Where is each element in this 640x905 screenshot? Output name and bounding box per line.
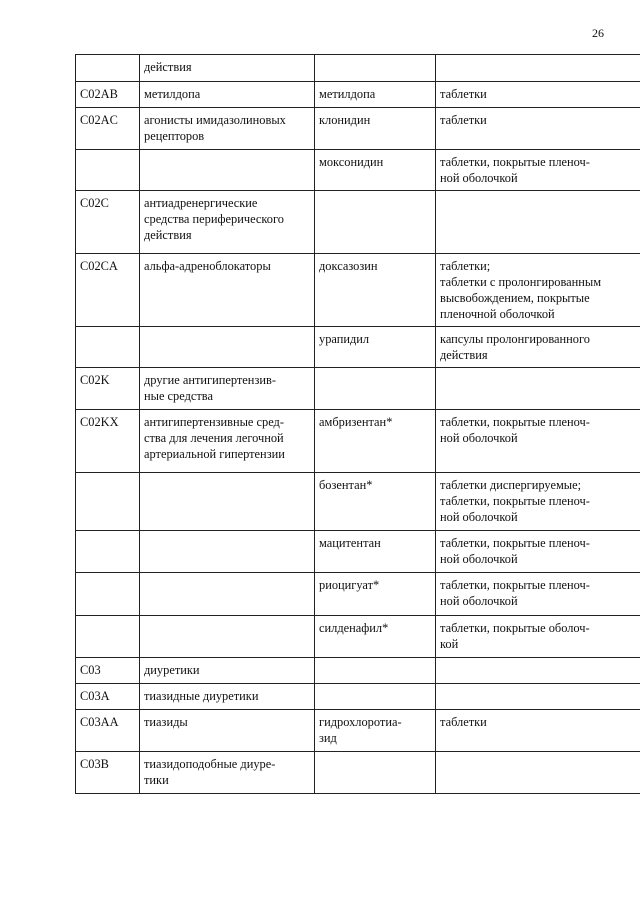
pharmacological-group-text: агонисты имидазолиновых рецепторов (144, 113, 286, 143)
drug-name-cell (315, 573, 436, 616)
pharmacological-group-text: метилдопа (144, 87, 201, 101)
pharmacological-group-text: тиазидоподобные диуре- тики (144, 757, 276, 787)
pharmacological-group-cell (140, 108, 315, 150)
pharmacological-group-text: другие антигипертензив- ные средства (144, 373, 276, 403)
pharmacological-group-cell (140, 752, 315, 794)
table-row (76, 684, 640, 710)
drug-name-cell (315, 616, 436, 658)
drug-name-cell (315, 191, 436, 254)
pharmacological-group-text: тиазиды (144, 715, 188, 729)
pharmacological-group-cell (140, 473, 315, 531)
pharmacological-group-cell (140, 150, 315, 191)
pharmacological-group-cell (140, 327, 315, 368)
atc-code-cell (76, 658, 140, 684)
drug-name-cell (315, 108, 436, 150)
dosage-form-text: таблетки; таблетки с пролонгированным высвобождением, покрытые пленочной оболочкой (440, 259, 602, 321)
drug-name-cell (315, 410, 436, 473)
drug-name-cell (315, 684, 436, 710)
pharmacological-group-cell (140, 658, 315, 684)
atc-code-text: C02CA (80, 259, 118, 273)
atc-code-text: C02AC (80, 113, 118, 127)
dosage-form-cell (436, 473, 640, 531)
table-row (76, 616, 640, 658)
dosage-form-cell (436, 531, 640, 573)
table-row (76, 658, 640, 684)
atc-code-text: C03AA (80, 715, 119, 729)
dosage-form-cell (436, 82, 640, 108)
atc-code-cell (76, 327, 140, 368)
dosage-form-cell (436, 410, 640, 473)
drug-name-cell (315, 531, 436, 573)
pharmacological-group-cell (140, 684, 315, 710)
pharmacological-group-cell (140, 82, 315, 108)
table-row (76, 82, 640, 108)
atc-code-cell (76, 752, 140, 794)
dosage-form-text: таблетки диспергируемые; таблетки, покрытые пленоч- ной оболочкой (440, 478, 590, 524)
drug-name-cell (315, 82, 436, 108)
dosage-form-cell (436, 658, 640, 684)
drug-name-cell (315, 473, 436, 531)
drug-name-cell (315, 327, 436, 368)
table-row (76, 327, 640, 368)
drug-name-text: доксазозин (319, 259, 378, 273)
atc-code-cell (76, 616, 140, 658)
dosage-form-cell (436, 616, 640, 658)
dosage-form-text: таблетки, покрытые пленоч- ной оболочкой (440, 415, 590, 445)
drug-name-cell (315, 150, 436, 191)
drug-name-cell (315, 368, 436, 410)
drug-name-text: метилдопа (319, 87, 376, 101)
drug-name-text: урапидил (319, 332, 370, 346)
table-row (76, 108, 640, 150)
atc-code-cell (76, 684, 140, 710)
pharmacological-group-text: альфа-адреноблокаторы (144, 259, 271, 273)
atc-code-text: C03 (80, 663, 101, 677)
page-number: 26 (592, 26, 604, 40)
dosage-form-cell (436, 752, 640, 794)
table-row (76, 368, 640, 410)
atc-code-cell (76, 531, 140, 573)
pharmacological-group-cell (140, 531, 315, 573)
atc-code-cell (76, 573, 140, 616)
table-row (76, 752, 640, 794)
dosage-form-text: капсулы пролонгированного действия (440, 332, 590, 362)
pharmacological-group-text: тиазидные диуретики (144, 689, 259, 703)
drug-table (75, 54, 640, 794)
atc-code-cell (76, 473, 140, 531)
atc-code-cell (76, 710, 140, 752)
dosage-form-cell (436, 108, 640, 150)
dosage-form-text: таблетки (440, 87, 487, 101)
table-row (76, 710, 640, 752)
atc-code-text: C02KX (80, 415, 119, 429)
atc-code-cell (76, 55, 140, 82)
atc-code-text: C02C (80, 196, 109, 210)
dosage-form-cell (436, 254, 640, 327)
pharmacological-group-text: антиадренергические средства периферического действия (144, 196, 284, 242)
pharmacological-group-text: действия (144, 60, 192, 74)
drug-name-text: мацитентан (319, 536, 381, 550)
pharmacological-group-cell (140, 368, 315, 410)
drug-name-text: моксонидин (319, 155, 384, 169)
atc-code-cell (76, 108, 140, 150)
drug-name-text: бозентан* (319, 478, 373, 492)
dosage-form-cell (436, 150, 640, 191)
atc-code-cell (76, 150, 140, 191)
pharmacological-group-cell (140, 254, 315, 327)
drug-name-text: амбризентан* (319, 415, 393, 429)
dosage-form-text: таблетки, покрытые пленоч- ной оболочкой (440, 536, 590, 566)
dosage-form-cell (436, 55, 640, 82)
atc-code-text: C02K (80, 373, 110, 387)
drug-name-text: риоцигуат* (319, 578, 380, 592)
table-body (76, 55, 640, 794)
drug-name-cell (315, 658, 436, 684)
drug-name-text: гидрохлоротиа- зид (319, 715, 402, 745)
pharmacological-group-text: диуретики (144, 663, 200, 677)
drug-name-cell (315, 55, 436, 82)
atc-code-cell (76, 191, 140, 254)
dosage-form-cell (436, 368, 640, 410)
pharmacological-group-cell (140, 710, 315, 752)
atc-code-cell (76, 410, 140, 473)
table-row (76, 150, 640, 191)
pharmacological-group-cell (140, 410, 315, 473)
drug-name-text: силденафил* (319, 621, 389, 635)
dosage-form-cell (436, 191, 640, 254)
atc-code-text: C02AB (80, 87, 118, 101)
drug-name-cell (315, 710, 436, 752)
pharmacological-group-cell (140, 55, 315, 82)
pharmacological-group-text: антигипертензивные сред- ства для лечения легочной артериальной гипертензии (144, 415, 285, 461)
dosage-form-text: таблетки (440, 113, 487, 127)
atc-code-text: C03B (80, 757, 109, 771)
dosage-form-cell (436, 573, 640, 616)
drug-name-cell (315, 752, 436, 794)
dosage-form-text: таблетки, покрытые пленоч- ной оболочкой (440, 578, 590, 608)
dosage-form-cell (436, 327, 640, 368)
pharmacological-group-cell (140, 573, 315, 616)
table-row (76, 191, 640, 254)
atc-code-cell (76, 368, 140, 410)
pharmacological-group-cell (140, 191, 315, 254)
dosage-form-text: таблетки, покрытые пленоч- ной оболочкой (440, 155, 590, 185)
table-row (76, 410, 640, 473)
drug-name-text: клонидин (319, 113, 371, 127)
atc-code-cell (76, 82, 140, 108)
atc-code-cell (76, 254, 140, 327)
drug-name-cell (315, 254, 436, 327)
table-row (76, 573, 640, 616)
dosage-form-cell (436, 710, 640, 752)
dosage-form-cell (436, 684, 640, 710)
dosage-form-text: таблетки (440, 715, 487, 729)
table-row (76, 473, 640, 531)
table-row (76, 254, 640, 327)
atc-code-text: C03A (80, 689, 110, 703)
table-row (76, 55, 640, 82)
table-row (76, 531, 640, 573)
dosage-form-text: таблетки, покрытые оболоч- кой (440, 621, 590, 651)
pharmacological-group-cell (140, 616, 315, 658)
